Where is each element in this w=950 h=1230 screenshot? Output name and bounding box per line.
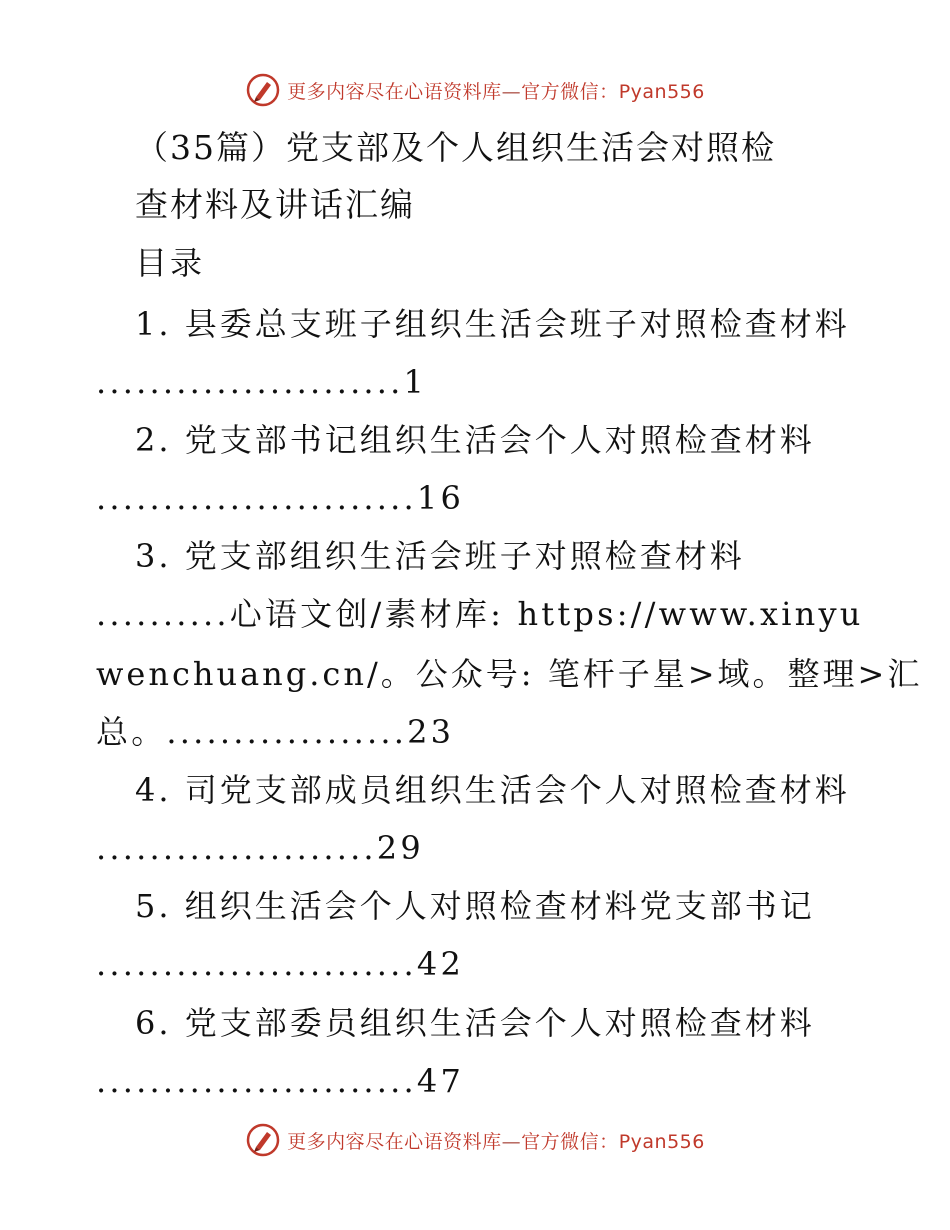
toc-item-2-leader[interactable]: ........................16 [96,479,465,517]
toc-heading: 目录 [135,244,206,282]
banner-slogan: 更多内容尽在心语资料库 [287,80,502,103]
toc-item-5-leader[interactable]: ........................42 [96,945,465,983]
banner-separator: — [501,1130,522,1153]
toc-item-3-leader-line3[interactable]: 总。..................23 [96,713,455,751]
pen-logo-icon [245,72,281,108]
banner-slogan: 更多内容尽在心语资料库 [287,1130,502,1153]
banner-wechat-id: Pyan556 [618,80,705,103]
toc-item-4-leader[interactable]: .....................29 [96,829,424,867]
doc-title-line1: （35篇）党支部及个人组织生活会对照检 [135,128,776,167]
toc-item-3-leader-line1[interactable]: ..........心语文创/素材库: https://www.xinyu [96,595,864,633]
toc-item-2-title[interactable]: 2. 党支部书记组织生活会个人对照检查材料 [135,421,815,459]
banner-separator: — [501,80,522,103]
toc-item-3-title[interactable]: 3. 党支部组织生活会班子对照检查材料 [135,537,745,575]
doc-title-line2: 查材料及讲话汇编 [135,185,415,224]
footer-banner [0,1118,950,1162]
toc-item-1-leader[interactable]: .......................1 [96,363,428,401]
toc-item-3-leader-line2: wenchuang.cn/。公众号: 笔杆子星>域。整理>汇 [96,655,923,693]
header-banner [0,68,950,112]
pen-logo-icon [245,1122,281,1158]
banner-text [287,1127,705,1154]
toc-item-6-title[interactable]: 6. 党支部委员组织生活会个人对照检查材料 [135,1004,815,1042]
toc-item-5-title[interactable]: 5. 组织生活会个人对照检查材料党支部书记 [135,887,815,925]
banner-text [287,77,705,104]
toc-item-1-title[interactable]: 1. 县委总支班子组织生活会班子对照检查材料 [135,305,850,343]
toc-item-4-title[interactable]: 4. 司党支部成员组织生活会个人对照检查材料 [135,771,850,809]
banner-wechat-label: 官方微信： [521,80,619,103]
toc-item-6-leader[interactable]: ........................47 [96,1062,465,1100]
banner-wechat-label: 官方微信： [521,1130,619,1153]
banner-wechat-id: Pyan556 [618,1130,705,1153]
